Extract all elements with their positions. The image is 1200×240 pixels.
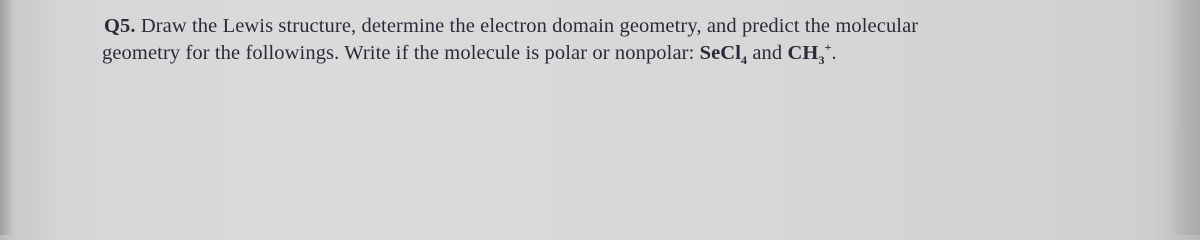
end-punctuation: .	[831, 42, 837, 64]
formula-connector: and	[747, 42, 788, 64]
formula-ch3-subscript: 3	[818, 53, 825, 68]
question-block	[104, 13, 1164, 67]
question-text-line-2: geometry for the followings. Write if the molecule is polar or nonpolar:	[102, 42, 700, 64]
page-edge-left	[0, 0, 12, 235]
formula-secl4-subscript: 4	[741, 53, 748, 68]
question-line-2	[102, 40, 1164, 67]
formula-ch3-superscript: +	[824, 40, 832, 55]
formula-secl4	[699, 42, 748, 68]
question-number: Q5.	[104, 15, 136, 37]
formula-secl4-base: SeCl	[699, 42, 742, 64]
formula-ch3-plus	[787, 40, 832, 68]
question-line-1	[104, 13, 1164, 40]
question-text-line-1: Draw the Lewis structure, determine the electron domain geometry, and predict the molecular	[135, 15, 919, 37]
formula-ch3-base: CH	[787, 42, 819, 64]
page-edge-right	[1170, 0, 1200, 235]
